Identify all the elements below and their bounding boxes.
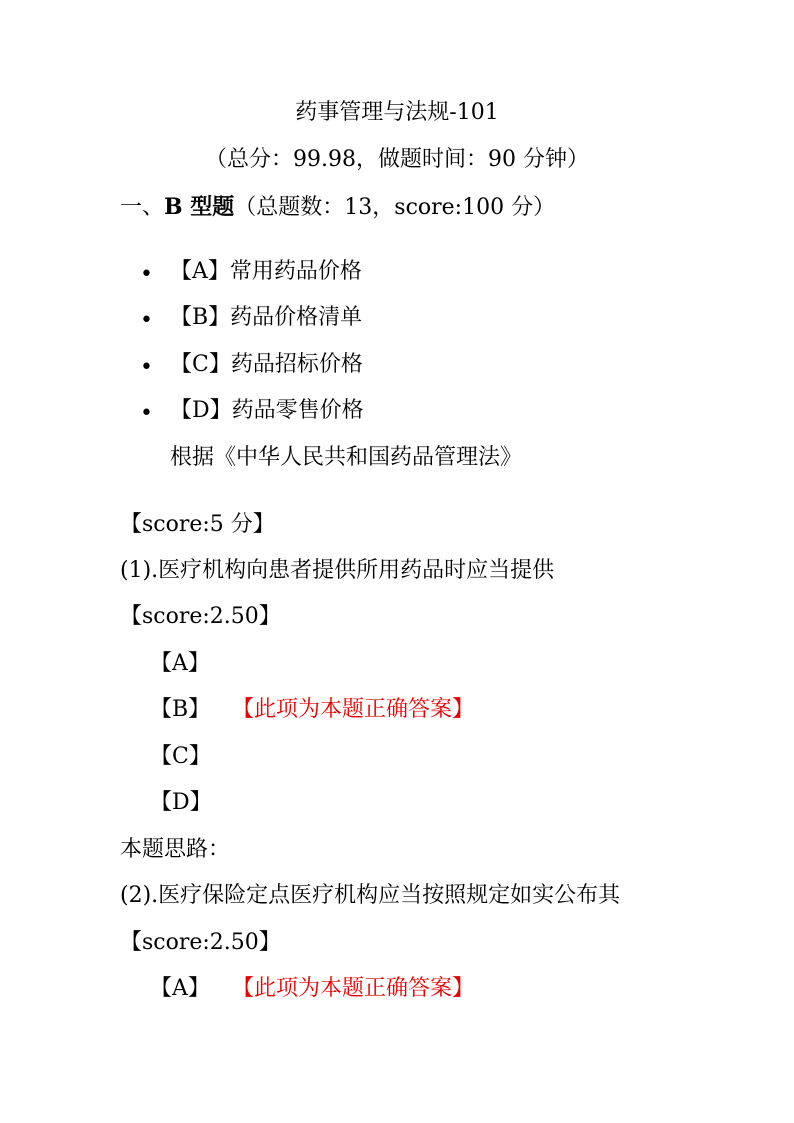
question-2-option-a: 【A】: [150, 976, 210, 1001]
section-stats: （总题数：13，score:100 分）: [234, 195, 556, 220]
bullet-icon: •: [140, 308, 153, 333]
bullet-icon: •: [140, 355, 153, 380]
bullet-icon: •: [140, 262, 153, 287]
shared-option-d: 【D】药品零售价格: [170, 398, 364, 423]
section-type-label: B 型题: [164, 194, 235, 220]
question-1-text: (1).医疗机构向患者提供所用药品时应当提供: [120, 558, 555, 583]
section-heading: [120, 192, 555, 223]
question-1-option-b: 【B】: [150, 697, 211, 722]
question-2-score: 【score:2.50】: [120, 930, 281, 955]
shared-option-a: 【A】常用药品价格: [170, 259, 362, 284]
question-1-analysis-label: 本题思路：: [120, 837, 231, 862]
question-1-score: 【score:2.50】: [120, 604, 281, 629]
question-2-correct-mark: 【此项为本题正确答案】: [232, 976, 475, 1001]
page-title: 药事管理与法规-101: [295, 100, 499, 125]
shared-option-c: 【C】药品招标价格: [170, 352, 363, 377]
shared-option-b: 【B】药品价格清单: [170, 305, 363, 330]
question-1-option-a: 【A】: [150, 651, 210, 676]
exam-summary: （总分：99.98，做题时间：90 分钟）: [205, 147, 589, 172]
question-2-text: (2).医疗保险定点医疗机构应当按照规定如实公布其: [120, 883, 621, 908]
group-score: 【score:5 分】: [120, 512, 275, 537]
question-1-option-c: 【C】: [150, 744, 211, 769]
question-1-correct-mark: 【此项为本题正确答案】: [232, 697, 475, 722]
question-1-option-d: 【D】: [150, 790, 212, 815]
bullet-icon: •: [140, 401, 153, 426]
stem-note: 根据《中华人民共和国药品管理法》: [170, 445, 523, 470]
section-prefix: 一、: [120, 195, 165, 220]
